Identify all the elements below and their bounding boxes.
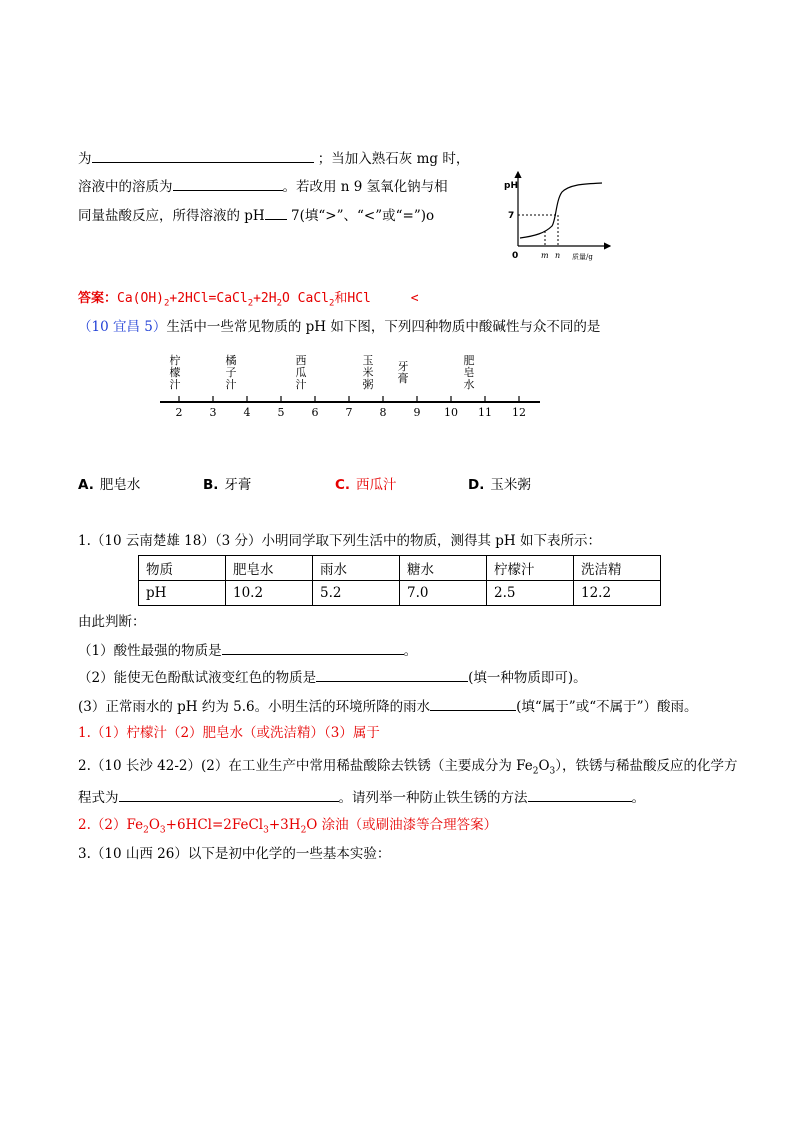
table-cell: 物质 bbox=[139, 556, 226, 581]
text: O bbox=[538, 758, 550, 774]
scale-substance-label: 肥皂水 bbox=[463, 354, 475, 391]
answer-blank[interactable] bbox=[265, 205, 287, 220]
eq: +2HCl=CaCl bbox=[169, 291, 248, 306]
sub: 2 bbox=[300, 825, 307, 836]
table-cell: 柠檬汁 bbox=[487, 556, 574, 581]
text: （2）能使无色酚酞试液变红色的物质是 bbox=[78, 670, 317, 686]
q1-part3 bbox=[78, 696, 698, 716]
scale-tick-label: 5 bbox=[277, 406, 285, 419]
scale-substance-label: 玉米粥 bbox=[362, 354, 374, 391]
equation-blank[interactable] bbox=[119, 787, 339, 802]
option-a[interactable] bbox=[78, 473, 140, 493]
text: 2.（10 长沙 42-2）(2）在工业生产中常用稀盐酸除去铁锈（主要成分为 Fe bbox=[78, 758, 533, 774]
source-tag: （10 宜昌 5） bbox=[78, 319, 167, 335]
scale-tick-label: 2 bbox=[175, 406, 183, 419]
table-cell: pH bbox=[139, 581, 226, 606]
question-text: 生活中一些常见物质的 pH 如下图，下列四种物质中酸碱性与众不同的是 bbox=[166, 319, 601, 335]
table-cell: 洗洁精 bbox=[574, 556, 661, 581]
text: (3）正常雨水的 pH 约为 5.6。小明生活的环境所降的雨水 bbox=[78, 699, 431, 715]
sub: 3 bbox=[159, 825, 166, 836]
option-c[interactable] bbox=[335, 473, 397, 493]
text: 。 bbox=[403, 643, 418, 659]
option-letter: D. bbox=[468, 477, 485, 493]
table-cell: 12.2 bbox=[574, 581, 661, 606]
table-cell: 肥皂水 bbox=[226, 556, 313, 581]
option-text: 西瓜汁 bbox=[356, 477, 397, 493]
table-cell: 10.2 bbox=[226, 581, 313, 606]
ph-table bbox=[138, 555, 661, 606]
scale-tick-label: 7 bbox=[345, 406, 353, 419]
q1-judge: 由此判断： bbox=[78, 614, 146, 630]
option-letter: A. bbox=[78, 477, 94, 493]
option-d[interactable] bbox=[468, 473, 531, 493]
text: 。若改用 n 9 氢氧化钠与相 bbox=[282, 179, 448, 195]
table-cell: 7.0 bbox=[400, 581, 487, 606]
eq: O CaCl bbox=[282, 291, 329, 306]
x-tick-n: n bbox=[555, 251, 561, 260]
option-letter: B. bbox=[203, 477, 219, 493]
answer-blank[interactable] bbox=[430, 696, 516, 711]
q-top-line2 bbox=[78, 176, 448, 196]
scale-tick-label: 12 bbox=[512, 406, 526, 419]
q2-answer bbox=[78, 816, 497, 834]
scale-tick-label: 6 bbox=[311, 406, 319, 419]
scale-tick-label: 4 bbox=[243, 406, 251, 419]
scale-tick-label: 11 bbox=[478, 406, 492, 419]
text: 溶液中的溶质为 bbox=[78, 179, 173, 195]
scale-tick-label: 9 bbox=[413, 406, 421, 419]
answer-blank[interactable] bbox=[173, 176, 283, 191]
text: O 涂油（或刷油漆等合理答案） bbox=[306, 817, 498, 833]
answer-blank[interactable] bbox=[316, 667, 468, 682]
origin-label: 0 bbox=[512, 251, 519, 261]
method-blank[interactable] bbox=[528, 787, 632, 802]
q3-stem: 3.（10 山西 26）以下是初中化学的一些基本实验： bbox=[78, 846, 391, 862]
text: ），铁锈与稀盐酸反应的化学方 bbox=[555, 758, 738, 774]
text: 。 bbox=[631, 790, 645, 806]
text: （1）酸性最强的物质是 bbox=[78, 643, 222, 659]
option-letter: C. bbox=[335, 477, 351, 493]
text: +6HCl=2FeCl bbox=[165, 817, 264, 833]
ph-scale bbox=[155, 350, 555, 425]
scale-substance-label: 柠檬汁 bbox=[169, 354, 181, 391]
ph-curve-graph bbox=[500, 168, 620, 268]
table-cell: 雨水 bbox=[313, 556, 400, 581]
eq: +2H bbox=[253, 291, 277, 306]
sub: 2 bbox=[163, 298, 170, 309]
table-cell: 5.2 bbox=[313, 581, 400, 606]
text: 2.（2）Fe bbox=[78, 817, 144, 833]
text: 同量盐酸反应，所得溶液的 pH bbox=[78, 208, 265, 224]
table-row bbox=[139, 581, 661, 606]
scale-tick-label: 10 bbox=[444, 406, 458, 419]
text: (填一种物质即可)。 bbox=[468, 670, 587, 686]
eq: 和HCl bbox=[334, 291, 371, 306]
table-cell: 糖水 bbox=[400, 556, 487, 581]
sub: 3 bbox=[549, 766, 556, 777]
answer-prefix: 答案： bbox=[78, 291, 118, 306]
text: (填“属于”或“不属于”）酸雨。 bbox=[516, 699, 698, 715]
q-top-line3 bbox=[78, 205, 434, 225]
q2-line2 bbox=[78, 787, 645, 807]
answer-tail: < bbox=[410, 291, 419, 306]
sub: 2 bbox=[328, 298, 335, 309]
answer-line-1 bbox=[78, 290, 419, 308]
q-yichang-stem bbox=[78, 318, 600, 336]
eq: Ca(OH) bbox=[117, 291, 164, 306]
q-top-line1 bbox=[78, 148, 469, 168]
sub: 2 bbox=[532, 766, 539, 777]
text: ；当加入熟石灰 mg 时， bbox=[317, 151, 470, 167]
text: +3H bbox=[268, 817, 301, 833]
scale-substance-label: 橘子汁 bbox=[225, 354, 237, 391]
q1-stem: 1.（10 云南楚雄 18）（3 分）小明同学取下列生活中的物质，测得其 pH 如下表所示： bbox=[78, 533, 601, 549]
answer-blank[interactable] bbox=[92, 148, 314, 163]
answer-blank[interactable] bbox=[222, 640, 404, 655]
text: O bbox=[148, 817, 160, 833]
sub: 2 bbox=[276, 298, 283, 309]
scale-substance-label: 牙膏 bbox=[397, 360, 409, 385]
y-label: pH bbox=[504, 181, 518, 191]
table-cell: 2.5 bbox=[487, 581, 574, 606]
text: 7(填“>”、“<”或“=”)o bbox=[291, 208, 435, 224]
scale-substance-label: 西瓜汁 bbox=[295, 354, 307, 391]
text: 程式为 bbox=[78, 790, 119, 806]
q1-answer: 1.（1）柠檬汁（2）肥皂水（或洗洁精）（3）属于 bbox=[78, 725, 380, 741]
option-text: 肥皂水 bbox=[99, 477, 141, 493]
text: 。请列举一种防止铁生锈的方法 bbox=[338, 790, 528, 806]
q1-part2 bbox=[78, 667, 587, 687]
scale-tick-label: 8 bbox=[379, 406, 387, 419]
scale-tick-label: 3 bbox=[209, 406, 217, 419]
y-tick-7: 7 bbox=[508, 211, 515, 221]
sub: 2 bbox=[247, 298, 254, 309]
option-b[interactable] bbox=[203, 473, 251, 493]
q2-stem bbox=[78, 757, 738, 775]
table-row bbox=[139, 556, 661, 581]
sub: 3 bbox=[263, 825, 269, 836]
x-tick-m: m bbox=[541, 251, 549, 260]
x-label: 质量/g bbox=[572, 253, 593, 261]
text: 为 bbox=[78, 151, 92, 167]
sub: 2 bbox=[143, 825, 149, 836]
option-text: 玉米粥 bbox=[490, 477, 531, 493]
q1-part1 bbox=[78, 640, 417, 660]
option-text: 牙膏 bbox=[224, 477, 252, 493]
ph-curve bbox=[520, 183, 602, 238]
